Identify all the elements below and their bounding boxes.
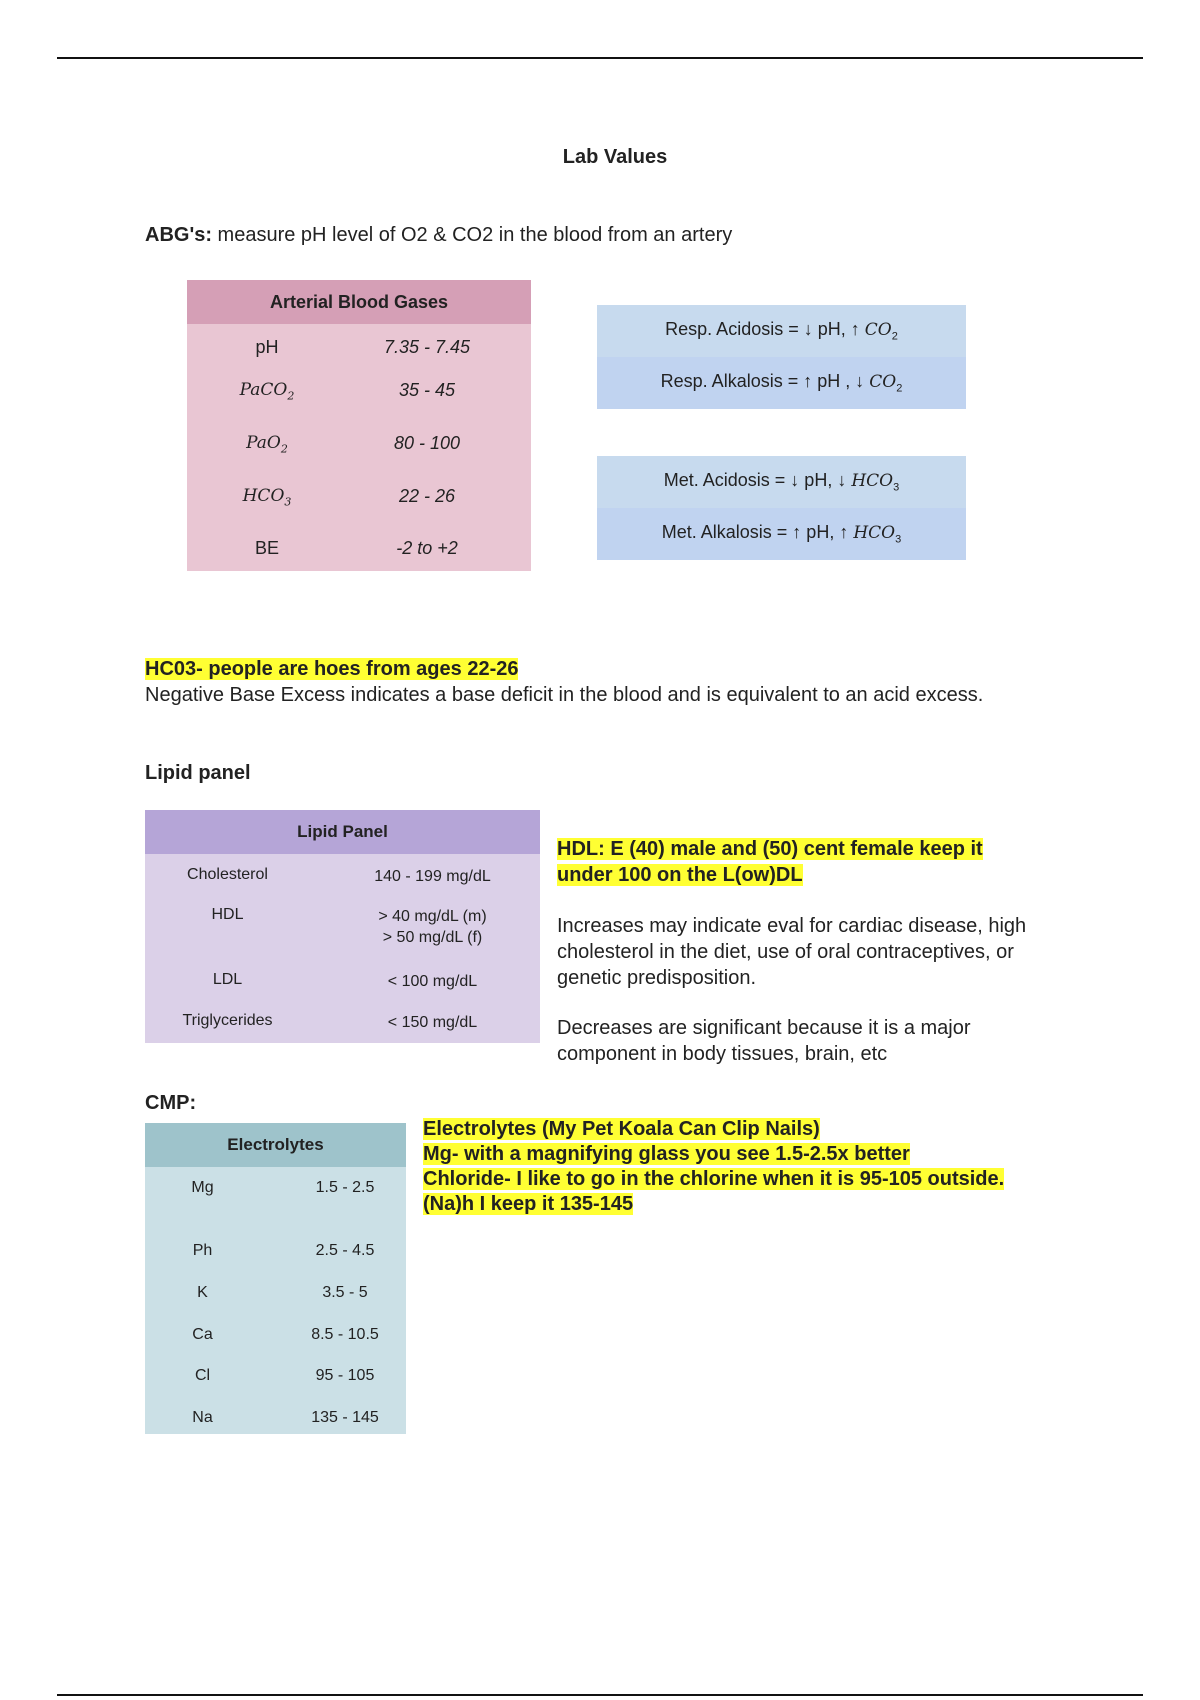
met-acidosis-box: Met. Acidosis = ↓ pH, ↓ $HCO_3$ [597,456,966,508]
electrolytes-table-header: Electrolytes [145,1123,406,1167]
abg-param: BE [254,538,279,558]
lipid-value: < 100 mg/dL [387,973,478,990]
lipid-param: HDL [211,906,244,923]
abg-value: 22 - 26 [398,486,456,506]
abg-label: ABG's: [145,224,212,246]
lipid-param: Cholesterol [187,866,268,883]
abg-param: pH [255,337,279,357]
page-title: Lab Values [562,146,668,168]
lipid-value: < 150 mg/dL [387,1014,478,1031]
resp-acidosis-box: Resp. Acidosis = ↓ pH, ↑ $CO_2$ [597,305,966,357]
abg-param: PaO$_2$ [246,433,288,456]
lipid-param: Triglycerides [182,1012,273,1029]
lipid-value: > 40 mg/dL (m) > 50 mg/dL (f) [378,908,487,946]
electrolyte-name: Na [192,1409,213,1426]
increases-note: Increases may indicate eval for cardiac disease, high cholesterol in the diet, use of oral contraceptives, or genetic predisposition. [557,915,1027,989]
cmp-heading: CMP: [145,1092,197,1114]
decreases-note: Decreases are significant because it is a major component in body tissues, brain, etc [557,1017,971,1065]
met-box-group [597,456,966,560]
lipid-table [145,810,540,1043]
resp-box-group [597,305,966,409]
abg-param: PaCO$_2$ [239,380,295,403]
resp-alkalosis-box: Resp. Alkalosis = ↑ pH , ↓ $CO_2$ [597,357,966,409]
electrolyte-value: 1.5 - 2.5 [315,1179,375,1196]
electrolyte-name: Ca [192,1326,213,1343]
electrolyte-mnemonics: Electrolytes (My Pet Koala Can Clip Nails) Mg- with a magnifying glass you see 1.5-2.5x better Chloride- I like to go in the chlorine when it is 95-105 outside. (Na)h I keep it 135-145 [423,1118,1005,1215]
hco3-mnemonic: HC03- people are hoes from ages 22-26 [145,658,519,680]
top-rule [57,57,1143,59]
electrolyte-value: 8.5 - 10.5 [311,1326,379,1343]
electrolyte-value: 2.5 - 4.5 [315,1242,375,1259]
electrolyte-name: Cl [194,1367,211,1384]
abg-value: -2 to +2 [396,538,458,558]
abg-value: 80 - 100 [393,433,461,453]
base-excess-note: Negative Base Excess indicates a base deficit in the blood and is equivalent to an acid excess. [145,684,984,706]
electrolyte-name: Mg [191,1179,214,1196]
lipid-table-header: Lipid Panel [145,810,540,854]
lipid-value: 140 - 199 mg/dL [374,868,491,885]
electrolyte-value: 3.5 - 5 [322,1284,368,1301]
bottom-rule [57,1694,1143,1696]
abg-table [187,280,531,571]
abg-intro [145,222,732,248]
hdl-mnemonic: HDL: E (40) male and (50) cent female keep it under 100 on the L(ow)DL [557,838,983,886]
electrolyte-name: Ph [192,1242,213,1259]
abg-table-header: Arterial Blood Gases [187,280,531,324]
electrolyte-value: 95 - 105 [315,1367,375,1384]
abg-param: $HCO_3$ [242,486,292,509]
met-alkalosis-box: Met. Alkalosis = ↑ pH, ↑ $HCO_3$ [597,508,966,560]
lipid-heading: Lipid panel [145,762,251,784]
electrolyte-value: 135 - 145 [311,1409,379,1426]
abg-value: 7.35 - 7.45 [383,337,471,357]
abg-description: measure pH level of O2 & CO2 in the blood from an artery [211,224,733,246]
electrolytes-table [145,1123,406,1434]
abg-value: 35 - 45 [398,380,456,400]
lipid-param: LDL [212,971,243,988]
electrolyte-name: K [197,1284,208,1301]
